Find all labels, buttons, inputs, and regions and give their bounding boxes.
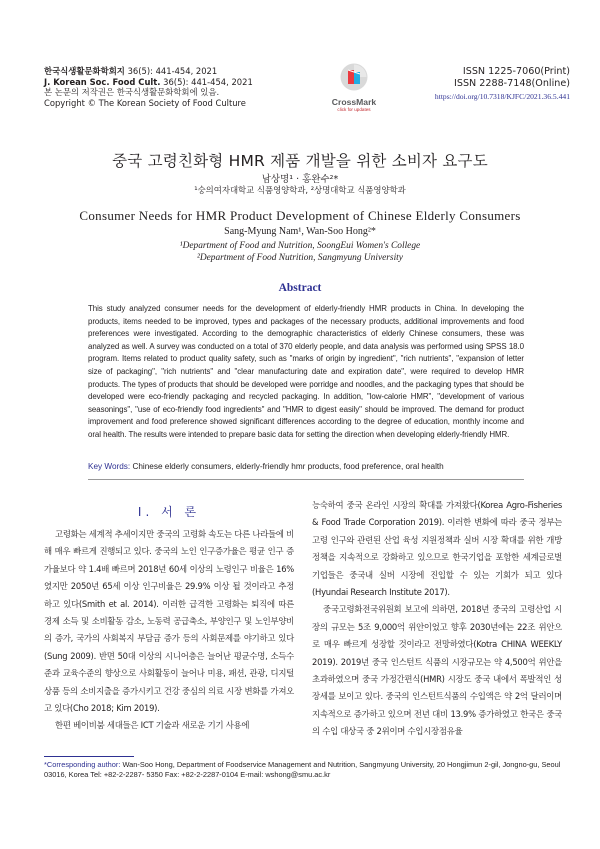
issn-online: ISSN 2288-7148(Online) bbox=[454, 78, 570, 90]
affiliations-english bbox=[0, 240, 600, 264]
journal-eng-volume: 36(5): 441-454, 2021 bbox=[163, 76, 253, 87]
journal-header bbox=[44, 66, 253, 108]
footnote-divider bbox=[44, 756, 134, 757]
issn-print: ISSN 1225-7060(Print) bbox=[462, 66, 570, 77]
footnote-label: *Corresponding author: bbox=[44, 760, 121, 769]
keywords-text: Chinese elderly consumers, elderly-friendly hmr products, food preference, oral health bbox=[132, 462, 444, 471]
abstract-text: This study analyzed consumer needs for the development of elderly-friendly HMR products in China. In developing the products, items needed to be improved, types and packages of the necessary products, additional improvements and food preferences were investigated. According to the demographic characteristics of elderly Chinese consumers, these was analyzed as well. A survey was conducted on a total of 370 elderly people, and data analysis was performed using SPSS 18.0 program. Items related to product quality safety, such as "marks of origin by ingredient", "rich nutrients", "expansion of letter size of packaging", "rich nutrients" and "clear manufacturing date and expiration date", were required to develop HMR products. The types of products that should be developed were porridge and noodles, and the packaging types that should be developed were eco-friendly packaging and recycled packaging. In addition, "low-calorie HMR", "development of various seasonings", "use of eco-friendly food ingredients" and "HMR to digest easily" should be improved. The demand for product improvement and food preference showed significant differences according to the degree of education, monthly income and oral health. The results were intended to prepare basic data for setting the direction when developing elderly-friendly HMR. bbox=[88, 304, 524, 439]
paragraph: 중국고령화전국위원회 보고에 의하면, 2018년 중국의 고령산업 시장의 규모는 5조 9,000억 위안이었고 향후 2030년에는 22조 위안으로 매우 빠르게 성장할 것이라고 전망하였다(Kotra CHINA WEEKLY 2019). 2019년 중국 인스턴트 식품의 시장규모는 약 4,500억 위안을 초과하였으며 중국 가정간편식(HMR) 시장도 중국 내에서 폭발적인 성장세를 보이고 있다. 중국의 인스턴트식품의 수입액은 약 2억 달러이며 지속적으로 증가하고 있으며 전년 대비 13.9% 증가하였고 한국은 중국의 수입 대상국 중 2위이며 수입시장점유율 bbox=[312, 604, 562, 737]
affiliations-korean: ¹숭의여자대학교 식품영양학과, ²상명대학교 식품영양학과 bbox=[194, 185, 406, 195]
body-column-left bbox=[44, 526, 294, 735]
crossmark-sub: click for updates bbox=[337, 107, 371, 112]
keywords bbox=[88, 462, 528, 471]
title-english: Consumer Needs for HMR Product Development of Chinese Elderly Consumers bbox=[79, 208, 521, 223]
section-heading: I. 서 론 bbox=[137, 505, 201, 519]
authors-korean: 남상명¹ · 홍완수²* bbox=[261, 174, 339, 185]
paragraph: 능숙하여 중국 온라인 시장의 확대를 가져왔다(Korea Agro-Fisheries & Food Trade Corporation 2019). 이러한 변화에 따라 중국 정부는 고령 인구와 관련된 산업 육성 지원정책과 실버 시장 확대를 위한 개방 정책을 지속적으로 강화하고 있으므로 한국기업을 포함한 세계글로벌 기업들은 중국내 실버 시장에 진입할 수 있는 기회가 되고 있다(Hyundai Research Institute 2017). bbox=[312, 500, 562, 598]
footnote bbox=[44, 760, 564, 780]
issn-block bbox=[435, 66, 570, 103]
paragraph: 한편 베이비붐 세대들은 ICT 기술과 새로운 기기 사용에 bbox=[55, 720, 250, 731]
title-korean: 중국 고령친화형 HMR 제품 개발을 위한 소비자 요구도 bbox=[112, 152, 488, 170]
journal-kor-volume: 36(5): 441-454, 2021 bbox=[127, 66, 218, 76]
footnote-text: Wan-Soo Hong, Department of Foodservice Management and Nutrition, Sangmyung University, 20 Hongjimun 2-gil, Jongno-gu, Seoul 03016, Korea Tel: +82-2-2287- 5350 Fax: +82-2-2287-0104 E-mail: wshong@smu.ac.kr bbox=[44, 760, 561, 779]
copyright-notice: 본 논문의 저작권은 한국식생활문화학회에 있음. bbox=[44, 87, 220, 98]
crossmark-label: CrossMark bbox=[331, 97, 377, 107]
body-column-right bbox=[312, 497, 562, 741]
paragraph: 고령화는 세계적 추세이지만 중국의 고령화 속도는 다른 나라들에 비해 매우 빠르게 진행되고 있다. 중국의 노인 인구증가율은 평균 인구 증가율보다 약 1.4배 빠르며 2018년 60세 이상의 노령인구 비율은 16%였지만 2050년 65세 이상 인구비율은 29.9% 이상 될 것이라고 추정하고 있다(Smith et al. 2014). 이러한 급격한 고령화는 퇴직에 따른 경제 소득 및 소비활동 감소, 노동력 공급축소, 부양인구 및 노인부양비의 증가, 국가의 사회복지 부담금 증가 등의 사회문제를 야기하고 있다(Sung 2009). 반면 50대 이상의 시니어층은 늘어난 평균수명, 소득수준과 교육수준의 향상으로 사회활동이 늘어나 미용, 패션, 관광, 디지털상품 등의 소비지출을 증가시키고 건강 중심의 의료 시장 변화를 가져오고 있다(Cho 2018; Kim 2019). bbox=[44, 529, 294, 714]
crossmark-badge[interactable] bbox=[326, 62, 382, 112]
journal-eng-name: J. Korean Soc. Food Cult. bbox=[44, 76, 161, 87]
authors-english: Sang-Myung Nam¹, Wan-Soo Hong²* bbox=[224, 226, 376, 237]
crossmark-icon bbox=[339, 62, 369, 92]
copyright-line: Copyright © The Korean Society of Food Culture bbox=[44, 97, 246, 108]
affiliation-2: ²Department of Food Nutrition, Sangmyung University bbox=[197, 253, 403, 263]
abstract-heading: Abstract bbox=[278, 282, 322, 294]
affiliation-1: ¹Department of Food and Nutrition, SoongEui Women's College bbox=[179, 241, 421, 251]
doi-link[interactable]: https://doi.org/10.7318/KJFC/2021.36.5.441 bbox=[434, 91, 570, 101]
abstract-divider bbox=[88, 479, 524, 480]
journal-kor-name: 한국식생활문화학회지 bbox=[44, 66, 125, 76]
keywords-label: Key Words: bbox=[88, 462, 131, 471]
